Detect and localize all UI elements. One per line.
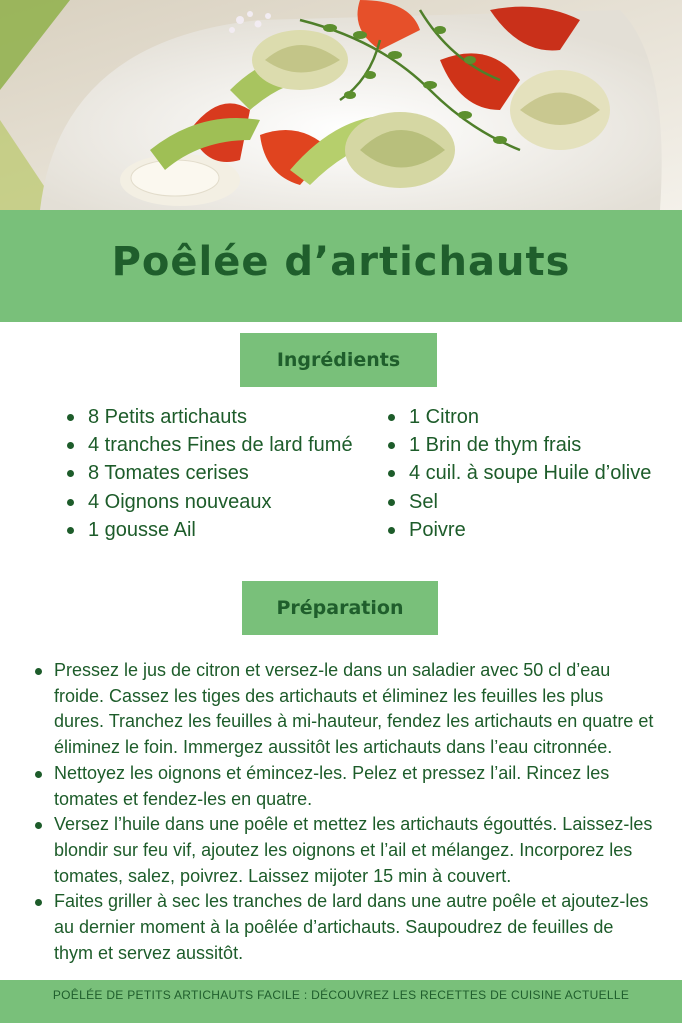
ingredients-heading: Ingrédients (240, 333, 437, 387)
list-item: 1 gousse Ail (67, 516, 353, 544)
preparation-heading: Préparation (242, 581, 438, 635)
preparation-step: Nettoyez les oignons et émincez-les. Pelez et pressez l’ail. Rincez les tomates et fendez-les en quatre. (35, 761, 655, 812)
dish-photo (0, 0, 682, 210)
page-title: Poêlée d’artichauts (111, 239, 571, 285)
list-item: 8 Petits artichauts (67, 403, 353, 431)
footer-banner (0, 980, 682, 1023)
list-item: 1 Citron (388, 403, 651, 431)
dish-photo-illustration (0, 0, 682, 210)
list-item: 8 Tomates cerises (67, 459, 353, 487)
list-item: 4 tranches Fines de lard fumé (67, 431, 353, 459)
preparation-step: Faites griller à sec les tranches de lard dans une autre poêle et ajoutez-les au dernier moment à la poêlée d’artichauts. Saupoudrez de feuilles de thym et servez aussitôt. (35, 889, 655, 966)
list-item: 4 cuil. à soupe Huile d’olive (388, 459, 651, 487)
preparation-step: Pressez le jus de citron et versez-le dans un saladier avec 50 cl d’eau froide. Cassez les tiges des artichauts et éliminez les feuilles les plus dures. Tranchez les feuilles à mi-hauteur, fendez les artichauts en quatre et éliminez le foin. Immergez aussitôt les artichauts dans l’eau citronnée. (35, 658, 655, 761)
preparation-step: Versez l’huile dans une poêle et mettez les artichauts égouttés. Laissez-les blondir sur feu vif, ajoutez les oignons et l’ail et mélangez. Incorporez les tomates, salez, poivrez. Laissez mijoter 15 min à couvert. (35, 812, 655, 889)
list-item: Poivre (388, 516, 651, 544)
title-banner (0, 210, 682, 322)
footer-caption: POÊLÉE DE PETITS ARTICHAUTS FACILE : DÉCOUVREZ LES RECETTES DE CUISINE ACTUELLE (52, 987, 630, 1002)
list-item: 1 Brin de thym frais (388, 431, 651, 459)
ingredients-list-right (388, 403, 651, 544)
ingredients-list-left (67, 403, 353, 544)
list-item: 4 Oignons nouveaux (67, 488, 353, 516)
list-item: Sel (388, 488, 651, 516)
preparation-steps (35, 658, 655, 966)
